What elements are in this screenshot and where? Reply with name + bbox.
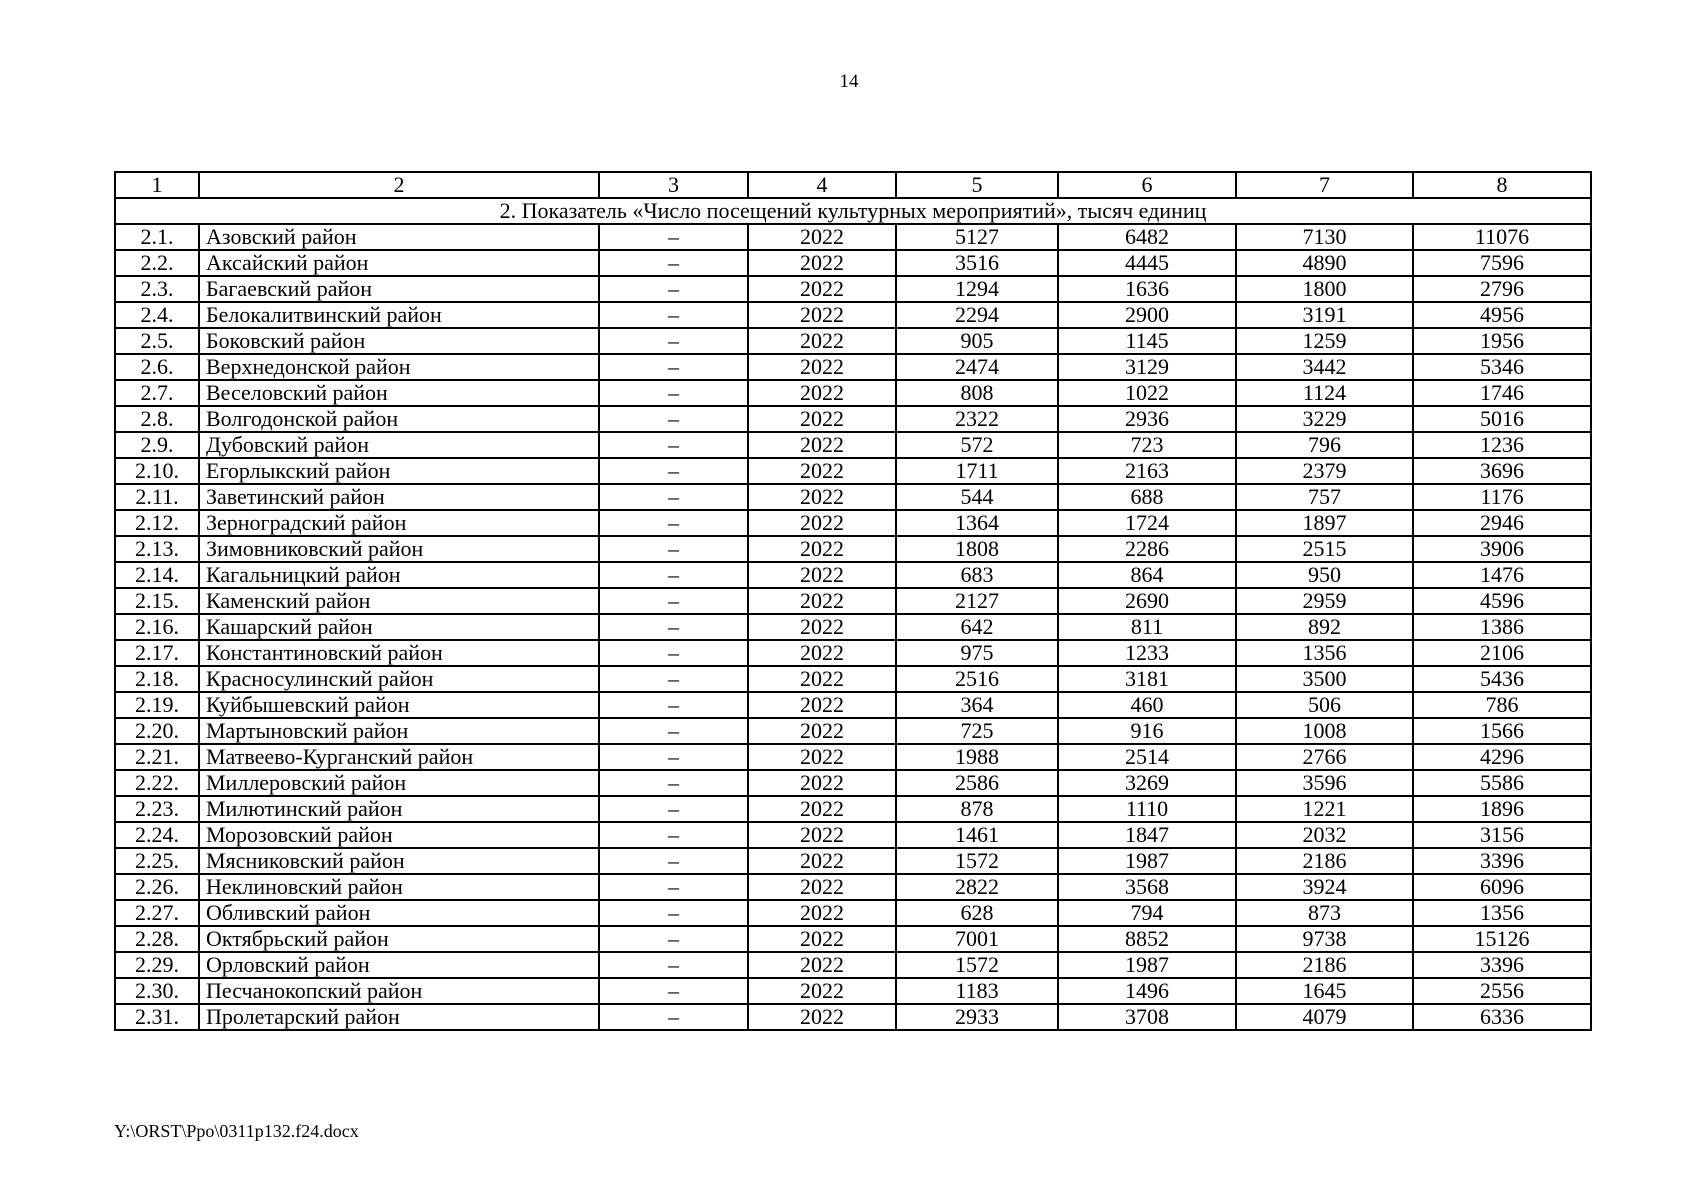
value-col-5: 1808 xyxy=(896,536,1058,562)
unit-cell: – xyxy=(599,770,748,796)
year-cell: 2022 xyxy=(748,588,896,614)
value-col-6: 1022 xyxy=(1058,380,1236,406)
row-number: 2.12. xyxy=(115,510,199,536)
value-col-7: 7130 xyxy=(1236,224,1413,250)
value-col-8: 5346 xyxy=(1413,354,1591,380)
value-col-8: 1356 xyxy=(1413,900,1591,926)
value-col-7: 1259 xyxy=(1236,328,1413,354)
unit-cell: – xyxy=(599,302,748,328)
year-cell: 2022 xyxy=(748,952,896,978)
row-number: 2.5. xyxy=(115,328,199,354)
row-number: 2.9. xyxy=(115,432,199,458)
row-number: 2.30. xyxy=(115,978,199,1004)
value-col-8: 1236 xyxy=(1413,432,1591,458)
district-name: Красносулинский район xyxy=(199,666,599,692)
value-col-7: 2186 xyxy=(1236,952,1413,978)
section-title: 2. Показатель «Число посещений культурных мероприятий», тысяч единиц xyxy=(115,198,1591,224)
value-col-7: 3442 xyxy=(1236,354,1413,380)
year-cell: 2022 xyxy=(748,640,896,666)
value-col-7: 3924 xyxy=(1236,874,1413,900)
district-name: Азовский район xyxy=(199,224,599,250)
value-col-7: 950 xyxy=(1236,562,1413,588)
value-col-7: 757 xyxy=(1236,484,1413,510)
value-col-5: 2294 xyxy=(896,302,1058,328)
value-col-8: 6336 xyxy=(1413,1004,1591,1030)
value-col-6: 3269 xyxy=(1058,770,1236,796)
value-col-8: 4956 xyxy=(1413,302,1591,328)
district-name: Каменский район xyxy=(199,588,599,614)
year-cell: 2022 xyxy=(748,978,896,1004)
table-row xyxy=(115,406,1591,432)
year-cell: 2022 xyxy=(748,926,896,952)
value-col-6: 1987 xyxy=(1058,952,1236,978)
row-number: 2.6. xyxy=(115,354,199,380)
value-col-6: 723 xyxy=(1058,432,1236,458)
value-col-7: 506 xyxy=(1236,692,1413,718)
year-cell: 2022 xyxy=(748,484,896,510)
value-col-8: 11076 xyxy=(1413,224,1591,250)
year-cell: 2022 xyxy=(748,614,896,640)
value-col-7: 1800 xyxy=(1236,276,1413,302)
value-col-5: 7001 xyxy=(896,926,1058,952)
value-col-8: 7596 xyxy=(1413,250,1591,276)
unit-cell: – xyxy=(599,380,748,406)
table-row xyxy=(115,744,1591,770)
value-col-8: 6096 xyxy=(1413,874,1591,900)
district-name: Веселовский район xyxy=(199,380,599,406)
row-number: 2.4. xyxy=(115,302,199,328)
year-cell: 2022 xyxy=(748,666,896,692)
table-row xyxy=(115,484,1591,510)
table-row xyxy=(115,718,1591,744)
value-col-8: 2946 xyxy=(1413,510,1591,536)
table-row xyxy=(115,562,1591,588)
row-number: 2.24. xyxy=(115,822,199,848)
value-col-8: 1896 xyxy=(1413,796,1591,822)
value-col-6: 2286 xyxy=(1058,536,1236,562)
value-col-7: 2186 xyxy=(1236,848,1413,874)
value-col-6: 3129 xyxy=(1058,354,1236,380)
value-col-7: 2379 xyxy=(1236,458,1413,484)
district-name: Мартыновский район xyxy=(199,718,599,744)
table-row xyxy=(115,926,1591,952)
value-col-7: 3229 xyxy=(1236,406,1413,432)
value-col-8: 3156 xyxy=(1413,822,1591,848)
value-col-7: 9738 xyxy=(1236,926,1413,952)
year-cell: 2022 xyxy=(748,458,896,484)
year-cell: 2022 xyxy=(748,510,896,536)
unit-cell: – xyxy=(599,536,748,562)
value-col-6: 2690 xyxy=(1058,588,1236,614)
value-col-5: 1988 xyxy=(896,744,1058,770)
value-col-7: 873 xyxy=(1236,900,1413,926)
value-col-6: 1987 xyxy=(1058,848,1236,874)
value-col-5: 2474 xyxy=(896,354,1058,380)
row-number: 2.26. xyxy=(115,874,199,900)
row-number: 2.23. xyxy=(115,796,199,822)
header-cell: 2 xyxy=(199,172,599,198)
value-col-7: 1645 xyxy=(1236,978,1413,1004)
unit-cell: – xyxy=(599,432,748,458)
year-cell: 2022 xyxy=(748,874,896,900)
district-name: Песчанокопский район xyxy=(199,978,599,1004)
value-col-8: 5586 xyxy=(1413,770,1591,796)
unit-cell: – xyxy=(599,874,748,900)
year-cell: 2022 xyxy=(748,536,896,562)
table-row xyxy=(115,302,1591,328)
header-cell: 7 xyxy=(1236,172,1413,198)
district-name: Кагальницкий район xyxy=(199,562,599,588)
table-body xyxy=(115,172,1591,1030)
table-row xyxy=(115,458,1591,484)
row-number: 2.2. xyxy=(115,250,199,276)
row-number: 2.22. xyxy=(115,770,199,796)
value-col-5: 1364 xyxy=(896,510,1058,536)
value-col-5: 808 xyxy=(896,380,1058,406)
table-row xyxy=(115,510,1591,536)
data-table xyxy=(114,171,1592,1031)
unit-cell: – xyxy=(599,328,748,354)
unit-cell: – xyxy=(599,744,748,770)
unit-cell: – xyxy=(599,1004,748,1030)
value-col-6: 2163 xyxy=(1058,458,1236,484)
value-col-6: 460 xyxy=(1058,692,1236,718)
table-row xyxy=(115,692,1591,718)
table-row xyxy=(115,874,1591,900)
unit-cell: – xyxy=(599,250,748,276)
value-col-6: 2936 xyxy=(1058,406,1236,432)
row-number: 2.8. xyxy=(115,406,199,432)
year-cell: 2022 xyxy=(748,302,896,328)
value-col-7: 2515 xyxy=(1236,536,1413,562)
value-col-7: 1124 xyxy=(1236,380,1413,406)
row-number: 2.1. xyxy=(115,224,199,250)
value-col-5: 544 xyxy=(896,484,1058,510)
table-row xyxy=(115,822,1591,848)
unit-cell: – xyxy=(599,796,748,822)
value-col-8: 3396 xyxy=(1413,848,1591,874)
value-col-6: 6482 xyxy=(1058,224,1236,250)
district-name: Милютинский район xyxy=(199,796,599,822)
value-col-5: 1294 xyxy=(896,276,1058,302)
district-name: Дубовский район xyxy=(199,432,599,458)
value-col-8: 3906 xyxy=(1413,536,1591,562)
value-col-5: 905 xyxy=(896,328,1058,354)
unit-cell: – xyxy=(599,692,748,718)
district-name: Миллеровский район xyxy=(199,770,599,796)
value-col-7: 796 xyxy=(1236,432,1413,458)
year-cell: 2022 xyxy=(748,328,896,354)
value-col-8: 1566 xyxy=(1413,718,1591,744)
header-cell: 4 xyxy=(748,172,896,198)
unit-cell: – xyxy=(599,666,748,692)
table-row xyxy=(115,354,1591,380)
table-row xyxy=(115,276,1591,302)
table-row xyxy=(115,770,1591,796)
value-col-5: 572 xyxy=(896,432,1058,458)
value-col-5: 642 xyxy=(896,614,1058,640)
value-col-6: 688 xyxy=(1058,484,1236,510)
value-col-5: 1572 xyxy=(896,952,1058,978)
value-col-7: 1008 xyxy=(1236,718,1413,744)
value-col-8: 1386 xyxy=(1413,614,1591,640)
value-col-7: 1356 xyxy=(1236,640,1413,666)
row-number: 2.21. xyxy=(115,744,199,770)
value-col-8: 2106 xyxy=(1413,640,1591,666)
row-number: 2.7. xyxy=(115,380,199,406)
table-row xyxy=(115,328,1591,354)
value-col-5: 1183 xyxy=(896,978,1058,1004)
value-col-5: 364 xyxy=(896,692,1058,718)
value-col-8: 5436 xyxy=(1413,666,1591,692)
row-number: 2.27. xyxy=(115,900,199,926)
value-col-6: 1847 xyxy=(1058,822,1236,848)
value-col-5: 975 xyxy=(896,640,1058,666)
header-cell: 5 xyxy=(896,172,1058,198)
value-col-6: 2900 xyxy=(1058,302,1236,328)
value-col-8: 4296 xyxy=(1413,744,1591,770)
unit-cell: – xyxy=(599,822,748,848)
value-col-5: 628 xyxy=(896,900,1058,926)
value-col-6: 1145 xyxy=(1058,328,1236,354)
value-col-7: 3500 xyxy=(1236,666,1413,692)
value-col-5: 725 xyxy=(896,718,1058,744)
district-name: Пролетарский район xyxy=(199,1004,599,1030)
value-col-7: 1221 xyxy=(1236,796,1413,822)
year-cell: 2022 xyxy=(748,744,896,770)
value-col-8: 3396 xyxy=(1413,952,1591,978)
year-cell: 2022 xyxy=(748,822,896,848)
year-cell: 2022 xyxy=(748,250,896,276)
district-name: Багаевский район xyxy=(199,276,599,302)
unit-cell: – xyxy=(599,900,748,926)
value-col-8: 5016 xyxy=(1413,406,1591,432)
value-col-5: 1711 xyxy=(896,458,1058,484)
unit-cell: – xyxy=(599,562,748,588)
row-number: 2.13. xyxy=(115,536,199,562)
unit-cell: – xyxy=(599,510,748,536)
page-number: 14 xyxy=(839,71,859,92)
value-col-8: 2556 xyxy=(1413,978,1591,1004)
value-col-7: 2032 xyxy=(1236,822,1413,848)
value-col-6: 3708 xyxy=(1058,1004,1236,1030)
year-cell: 2022 xyxy=(748,354,896,380)
value-col-7: 3191 xyxy=(1236,302,1413,328)
district-name: Матвеево-Курганский район xyxy=(199,744,599,770)
district-name: Зерноградский район xyxy=(199,510,599,536)
value-col-6: 1233 xyxy=(1058,640,1236,666)
table-row xyxy=(115,224,1591,250)
value-col-5: 1572 xyxy=(896,848,1058,874)
header-cell: 3 xyxy=(599,172,748,198)
district-name: Верхнедонской район xyxy=(199,354,599,380)
district-name: Заветинский район xyxy=(199,484,599,510)
unit-cell: – xyxy=(599,952,748,978)
unit-cell: – xyxy=(599,588,748,614)
district-name: Белокалитвинский район xyxy=(199,302,599,328)
value-col-7: 892 xyxy=(1236,614,1413,640)
value-col-6: 794 xyxy=(1058,900,1236,926)
row-number: 2.20. xyxy=(115,718,199,744)
value-col-7: 4890 xyxy=(1236,250,1413,276)
value-col-8: 15126 xyxy=(1413,926,1591,952)
row-number: 2.25. xyxy=(115,848,199,874)
unit-cell: – xyxy=(599,406,748,432)
table-row xyxy=(115,1004,1591,1030)
table-row xyxy=(115,848,1591,874)
unit-cell: – xyxy=(599,458,748,484)
unit-cell: – xyxy=(599,484,748,510)
unit-cell: – xyxy=(599,354,748,380)
value-col-6: 8852 xyxy=(1058,926,1236,952)
year-cell: 2022 xyxy=(748,224,896,250)
row-number: 2.31. xyxy=(115,1004,199,1030)
unit-cell: – xyxy=(599,978,748,1004)
value-col-7: 4079 xyxy=(1236,1004,1413,1030)
year-cell: 2022 xyxy=(748,432,896,458)
district-name: Морозовский район xyxy=(199,822,599,848)
document-path: Y:\ORST\Ppo\0311p132.f24.docx xyxy=(114,1121,359,1141)
section-title-row xyxy=(115,198,1591,224)
table-row xyxy=(115,796,1591,822)
value-col-8: 3696 xyxy=(1413,458,1591,484)
value-col-6: 916 xyxy=(1058,718,1236,744)
unit-cell: – xyxy=(599,614,748,640)
table-row xyxy=(115,614,1591,640)
year-cell: 2022 xyxy=(748,562,896,588)
table-row xyxy=(115,432,1591,458)
row-number: 2.14. xyxy=(115,562,199,588)
header-cell: 6 xyxy=(1058,172,1236,198)
value-col-6: 4445 xyxy=(1058,250,1236,276)
unit-cell: – xyxy=(599,640,748,666)
unit-cell: – xyxy=(599,224,748,250)
district-name: Кашарский район xyxy=(199,614,599,640)
district-name: Егорлыкский район xyxy=(199,458,599,484)
unit-cell: – xyxy=(599,718,748,744)
district-name: Октябрьский район xyxy=(199,926,599,952)
year-cell: 2022 xyxy=(748,770,896,796)
district-name: Неклиновский район xyxy=(199,874,599,900)
year-cell: 2022 xyxy=(748,900,896,926)
year-cell: 2022 xyxy=(748,718,896,744)
row-number: 2.18. xyxy=(115,666,199,692)
district-name: Орловский район xyxy=(199,952,599,978)
value-col-6: 1636 xyxy=(1058,276,1236,302)
value-col-5: 2933 xyxy=(896,1004,1058,1030)
value-col-8: 1476 xyxy=(1413,562,1591,588)
value-col-5: 683 xyxy=(896,562,1058,588)
row-number: 2.19. xyxy=(115,692,199,718)
value-col-7: 2766 xyxy=(1236,744,1413,770)
value-col-7: 1897 xyxy=(1236,510,1413,536)
value-col-5: 2822 xyxy=(896,874,1058,900)
value-col-8: 1176 xyxy=(1413,484,1591,510)
column-number-row xyxy=(115,172,1591,198)
value-col-5: 3516 xyxy=(896,250,1058,276)
value-col-6: 2514 xyxy=(1058,744,1236,770)
table-row xyxy=(115,380,1591,406)
header-cell: 1 xyxy=(115,172,199,198)
value-col-5: 878 xyxy=(896,796,1058,822)
district-name: Мясниковский район xyxy=(199,848,599,874)
row-number: 2.17. xyxy=(115,640,199,666)
value-col-6: 3181 xyxy=(1058,666,1236,692)
value-col-5: 2516 xyxy=(896,666,1058,692)
table-row xyxy=(115,900,1591,926)
value-col-5: 2586 xyxy=(896,770,1058,796)
table-row xyxy=(115,640,1591,666)
value-col-6: 811 xyxy=(1058,614,1236,640)
value-col-6: 864 xyxy=(1058,562,1236,588)
row-number: 2.10. xyxy=(115,458,199,484)
table-row xyxy=(115,250,1591,276)
district-name: Константиновский район xyxy=(199,640,599,666)
row-number: 2.11. xyxy=(115,484,199,510)
table-row xyxy=(115,666,1591,692)
year-cell: 2022 xyxy=(748,380,896,406)
table-row xyxy=(115,952,1591,978)
value-col-6: 1724 xyxy=(1058,510,1236,536)
district-name: Аксайский район xyxy=(199,250,599,276)
value-col-7: 3596 xyxy=(1236,770,1413,796)
value-col-8: 786 xyxy=(1413,692,1591,718)
district-name: Зимовниковский район xyxy=(199,536,599,562)
district-name: Обливский район xyxy=(199,900,599,926)
district-name: Боковский район xyxy=(199,328,599,354)
value-col-5: 2127 xyxy=(896,588,1058,614)
header-cell: 8 xyxy=(1413,172,1591,198)
row-number: 2.28. xyxy=(115,926,199,952)
value-col-5: 2322 xyxy=(896,406,1058,432)
row-number: 2.15. xyxy=(115,588,199,614)
value-col-5: 5127 xyxy=(896,224,1058,250)
value-col-8: 1746 xyxy=(1413,380,1591,406)
value-col-8: 2796 xyxy=(1413,276,1591,302)
year-cell: 2022 xyxy=(748,1004,896,1030)
table-row xyxy=(115,588,1591,614)
row-number: 2.16. xyxy=(115,614,199,640)
year-cell: 2022 xyxy=(748,406,896,432)
row-number: 2.3. xyxy=(115,276,199,302)
row-number: 2.29. xyxy=(115,952,199,978)
year-cell: 2022 xyxy=(748,796,896,822)
district-name: Волгодонской район xyxy=(199,406,599,432)
value-col-6: 3568 xyxy=(1058,874,1236,900)
unit-cell: – xyxy=(599,276,748,302)
unit-cell: – xyxy=(599,848,748,874)
value-col-6: 1110 xyxy=(1058,796,1236,822)
value-col-8: 1956 xyxy=(1413,328,1591,354)
district-name: Куйбышевский район xyxy=(199,692,599,718)
unit-cell: – xyxy=(599,926,748,952)
year-cell: 2022 xyxy=(748,276,896,302)
table-row xyxy=(115,536,1591,562)
year-cell: 2022 xyxy=(748,848,896,874)
value-col-8: 4596 xyxy=(1413,588,1591,614)
year-cell: 2022 xyxy=(748,692,896,718)
value-col-7: 2959 xyxy=(1236,588,1413,614)
value-col-6: 1496 xyxy=(1058,978,1236,1004)
table-row xyxy=(115,978,1591,1004)
value-col-5: 1461 xyxy=(896,822,1058,848)
